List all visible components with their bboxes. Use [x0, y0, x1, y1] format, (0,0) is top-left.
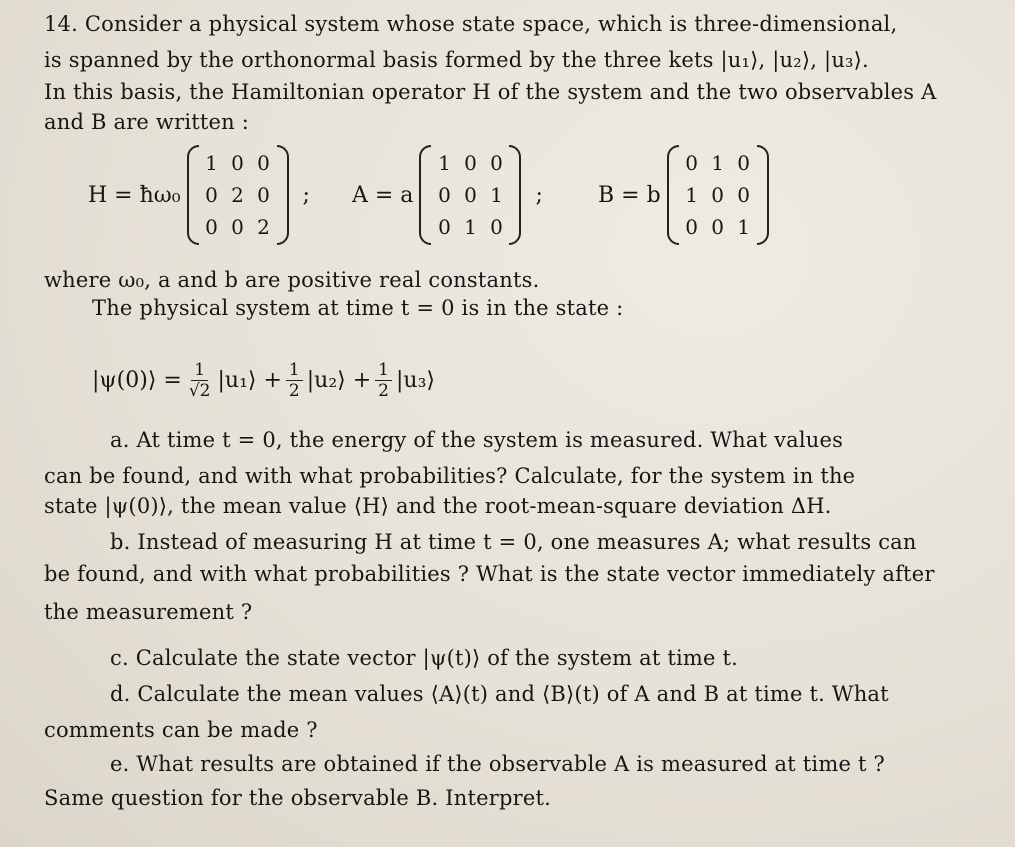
coefficient-2	[286, 360, 303, 401]
matrix-cell: 0	[711, 183, 725, 207]
part-b-line-3: the measurement ?	[44, 600, 253, 624]
part-a-line-2: can be found, and with what probabilities? Calculate, for the system in the	[44, 464, 856, 488]
part-e-line-1: e. What results are obtained if the observable A is measured at time t ?	[110, 752, 885, 776]
matrix-cell: 2	[231, 183, 244, 207]
matrix-cell: 0	[737, 151, 751, 175]
separator: ;	[535, 182, 543, 208]
matrix-a-prefix: A = a	[352, 182, 414, 208]
part-b-line-2: be found, and with what probabilities ? What is the state vector immediately after	[44, 562, 935, 586]
matrix-cell: 0	[231, 151, 244, 175]
matrix-cell: 0	[490, 151, 503, 175]
matrix-cell: 0	[490, 215, 503, 239]
right-paren	[509, 145, 521, 245]
matrix-a	[419, 145, 521, 245]
matrix-cell: 0	[737, 183, 751, 207]
matrix-b-equation	[598, 142, 769, 248]
intro-line-2: is spanned by the orthonormal basis formed by the three kets |u₁⟩, |u₂⟩, |u₃⟩.	[44, 48, 869, 72]
ket-u2: |u₂⟩ +	[306, 367, 372, 393]
matrix-a-grid	[431, 147, 509, 243]
matrix-cell: 0	[205, 215, 218, 239]
matrix-cell: 0	[257, 151, 270, 175]
part-b-line-1: b. Instead of measuring H at time t = 0, one measures A; what results can	[110, 530, 917, 554]
matrix-cell: 0	[685, 215, 699, 239]
right-paren	[757, 145, 769, 245]
matrix-cell: 0	[231, 215, 244, 239]
intro-line-3: In this basis, the Hamiltonian operator H of the system and the two observables A	[44, 80, 937, 104]
fraction-denominator: 2	[288, 380, 300, 401]
matrix-cell: 1	[464, 215, 477, 239]
part-d-line-1: d. Calculate the mean values ⟨A⟩(t) and ⟨B⟩(t) of A and B at time t. What	[110, 682, 889, 706]
matrix-cell: 1	[438, 151, 451, 175]
coefficient-1	[186, 360, 214, 401]
fraction-denominator: 2	[378, 380, 389, 401]
constants-line: where ω₀, a and b are positive real constants.	[44, 268, 540, 292]
right-paren	[277, 145, 289, 245]
matrix-cell: 0	[711, 215, 725, 239]
matrix-cell: 0	[438, 183, 451, 207]
matrix-h	[187, 145, 289, 245]
state-lhs: |ψ(0)⟩ =	[92, 367, 182, 393]
problem-number: 14.	[44, 12, 78, 36]
part-c-line-1: c. Calculate the state vector |ψ(t)⟩ of the system at time t.	[110, 646, 739, 670]
intro-text-1: Consider a physical system whose state space, which is three-dimensional,	[84, 12, 898, 36]
matrix-b-prefix: B = b	[598, 182, 661, 208]
part-d-line-2: comments can be made ?	[44, 718, 318, 742]
matrix-h-prefix: H = ħω₀	[88, 182, 181, 208]
matrix-b	[667, 145, 769, 245]
fraction-denominator: √2	[188, 380, 211, 401]
intro-line-1	[44, 12, 897, 36]
fraction-numerator: 1	[286, 360, 303, 381]
part-a-line-1: a. At time t = 0, the energy of the system is measured. What values	[110, 428, 844, 452]
matrix-h-equation	[88, 142, 310, 248]
state-intro-line: The physical system at time t = 0 is in the state :	[92, 296, 624, 320]
matrix-cell: 0	[438, 215, 451, 239]
matrix-cell: 1	[490, 183, 503, 207]
part-e-line-2: Same question for the observable B. Interpret.	[44, 786, 551, 810]
matrix-h-grid	[199, 147, 277, 243]
matrix-a-equation	[352, 142, 543, 248]
fraction-numerator: 1	[191, 360, 208, 381]
matrix-cell: 0	[257, 183, 270, 207]
ket-u3: |u₃⟩	[396, 367, 435, 393]
left-paren	[667, 145, 679, 245]
initial-state-formula	[92, 352, 435, 408]
separator: ;	[302, 182, 310, 208]
matrix-cell: 1	[711, 151, 725, 175]
matrix-cell: 2	[257, 215, 270, 239]
intro-line-4: and B are written :	[44, 110, 250, 134]
coefficient-3	[375, 360, 392, 401]
matrix-cell: 1	[205, 151, 218, 175]
ket-u1: |u₁⟩ +	[217, 367, 282, 393]
matrix-b-grid	[679, 147, 757, 243]
left-paren	[419, 145, 431, 245]
matrix-cell: 1	[737, 215, 751, 239]
matrix-cell: 0	[685, 151, 699, 175]
fraction-numerator: 1	[375, 360, 392, 381]
matrix-cell: 1	[685, 183, 699, 207]
matrix-cell: 0	[464, 151, 477, 175]
part-a-line-3: state |ψ(0)⟩, the mean value ⟨H⟩ and the root-mean-square deviation ΔH.	[44, 494, 832, 518]
matrix-cell: 0	[464, 183, 477, 207]
matrix-cell: 0	[205, 183, 218, 207]
left-paren	[187, 145, 199, 245]
